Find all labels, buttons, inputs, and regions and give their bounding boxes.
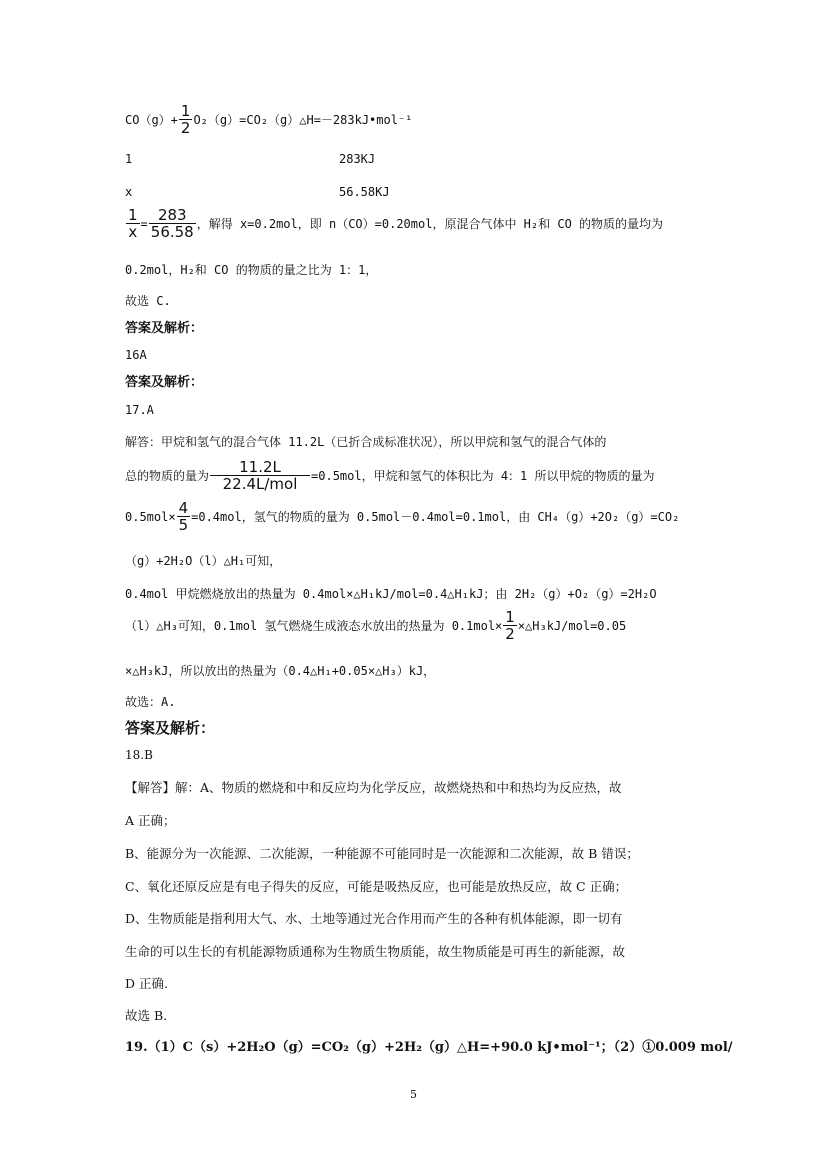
q17-line-3 [125, 501, 679, 534]
fraction-denominator: 2 [180, 119, 191, 137]
ratio-row-2 [125, 183, 390, 201]
q17-l6-post: ×△H₃kJ/mol=0.05 [517, 619, 627, 633]
q17-line-2 [125, 460, 655, 493]
q17-line-5: 0.4mol 甲烷燃烧放出的热量为 0.4mol×△H₁kJ/mol=0.4△H₁kJ；由 2H₂（g）+O₂（g）=2H₂O [125, 587, 657, 601]
ratio-right: 283KJ [339, 152, 376, 166]
fraction-denominator: 56.58 [150, 223, 194, 241]
answer-19: 19.（1）C（s）+2H₂O（g）=CO₂（g）+2H₂（g）△H=+90.0 kJ•mol⁻¹；（2）①0.009 mol/ [125, 1040, 733, 1055]
solve-line [125, 208, 663, 241]
fraction-numerator: 1 [128, 206, 138, 224]
co-eq-pre: CO（g）+ [125, 113, 178, 127]
fraction-denominator: 5 [178, 516, 189, 534]
fraction-half [503, 610, 517, 643]
fraction-numerator: 11.2L [239, 458, 281, 476]
solve-line-3: 故选 C. [125, 294, 171, 308]
ratio-right: 56.58KJ [339, 185, 390, 199]
q18-line-8: 故选 B. [125, 1008, 168, 1023]
q17-l2-pre: 总的物质的量为 [125, 469, 210, 483]
solve-text: ，解得 x=0.2mol，即 n（CO）=0.20mol，原混合气体中 H₂和 CO 的物质的量均为 [196, 217, 664, 231]
fraction-volume [210, 460, 310, 493]
q18-line-7: D 正确. [125, 976, 168, 991]
q17-line-7: ×△H₃kJ，所以放出的热量为（0.4△H₁+0.05×△H₃）kJ， [125, 664, 436, 678]
page-number: 5 [410, 1088, 417, 1101]
answer-heading-16: 答案及解析： [125, 321, 204, 336]
solve-line-2: 0.2mol，H₂和 CO 的物质的量之比为 1：1， [125, 263, 378, 277]
fraction-denominator: 22.4L/mol [210, 475, 310, 493]
ratio-left: x [125, 185, 133, 199]
q18-line-1: 【解答】解：A、物质的燃烧和中和反应均为化学反应，故燃烧热和中和热均为反应热，故 [125, 780, 622, 795]
q18-line-3: B、能源分为一次能源、二次能源，一种能源不可能同时是一次能源和二次能源，故 B 错误； [125, 846, 639, 861]
q17-l6-pre: （l）△H₃可知，0.1mol 氢气燃烧生成液态水放出的热量为 0.1mol× [125, 619, 503, 633]
equals-sign: = [140, 217, 148, 231]
fraction-283-over-56 [149, 208, 196, 241]
fraction-half [179, 104, 193, 137]
fraction-four-fifths [177, 501, 191, 534]
co-equation [125, 104, 412, 137]
q18-line-4: C、氧化还原反应是有电子得失的反应，可能是吸热反应，也可能是放热反应，故 C 正确； [125, 879, 628, 894]
fraction-numerator: 4 [178, 499, 189, 517]
fraction-denominator: 2 [505, 625, 515, 643]
q17-line-6 [125, 610, 626, 643]
co-eq-post: O₂（g）=CO₂（g）△H=－283kJ•mol⁻¹ [193, 113, 413, 127]
q17-line-1: 解答：甲烷和氢气的混合气体 11.2L（已折合成标准状况），所以甲烷和氢气的混合气体的 [125, 435, 607, 449]
answer-16: 16A [125, 348, 147, 362]
q18-line-5: D、生物质能是指利用大气、水、土地等通过光合作用而产生的各种有机体能源，即一切有 [125, 911, 623, 926]
answer-18: 18.B [125, 748, 153, 762]
q17-l2-post: =0.5mol，甲烷和氢气的体积比为 4：1 所以甲烷的物质的量为 [311, 469, 655, 483]
fraction-denominator: x [126, 223, 140, 241]
answer-heading-17: 答案及解析： [125, 375, 204, 390]
q17-line-8: 故选：A. [125, 695, 176, 709]
q17-line-4: （g）+2H₂O（l）△H₁可知， [125, 554, 282, 568]
answer-heading-18: 答案及解析： [125, 719, 216, 737]
fraction-numerator: 1 [180, 102, 191, 120]
q18-line-2: A 正确； [125, 813, 176, 828]
fraction-1-over-x [126, 208, 140, 241]
q18-line-6: 生命的可以生长的有机能源物质通称为生物质生物质能，故生物质能是可再生的新能源，故 [125, 944, 626, 959]
fraction-numerator: 1 [505, 608, 515, 626]
answer-17: 17.A [125, 403, 154, 417]
fraction-numerator: 283 [157, 206, 187, 224]
ratio-left: 1 [125, 152, 133, 166]
ratio-row-1 [125, 150, 376, 168]
q17-l3-pre: 0.5mol× [125, 510, 176, 524]
q17-l3-post: =0.4mol，氢气的物质的量为 0.5mol－0.4mol=0.1mol，由 CH₄（g）+2O₂（g）=CO₂ [191, 510, 680, 524]
